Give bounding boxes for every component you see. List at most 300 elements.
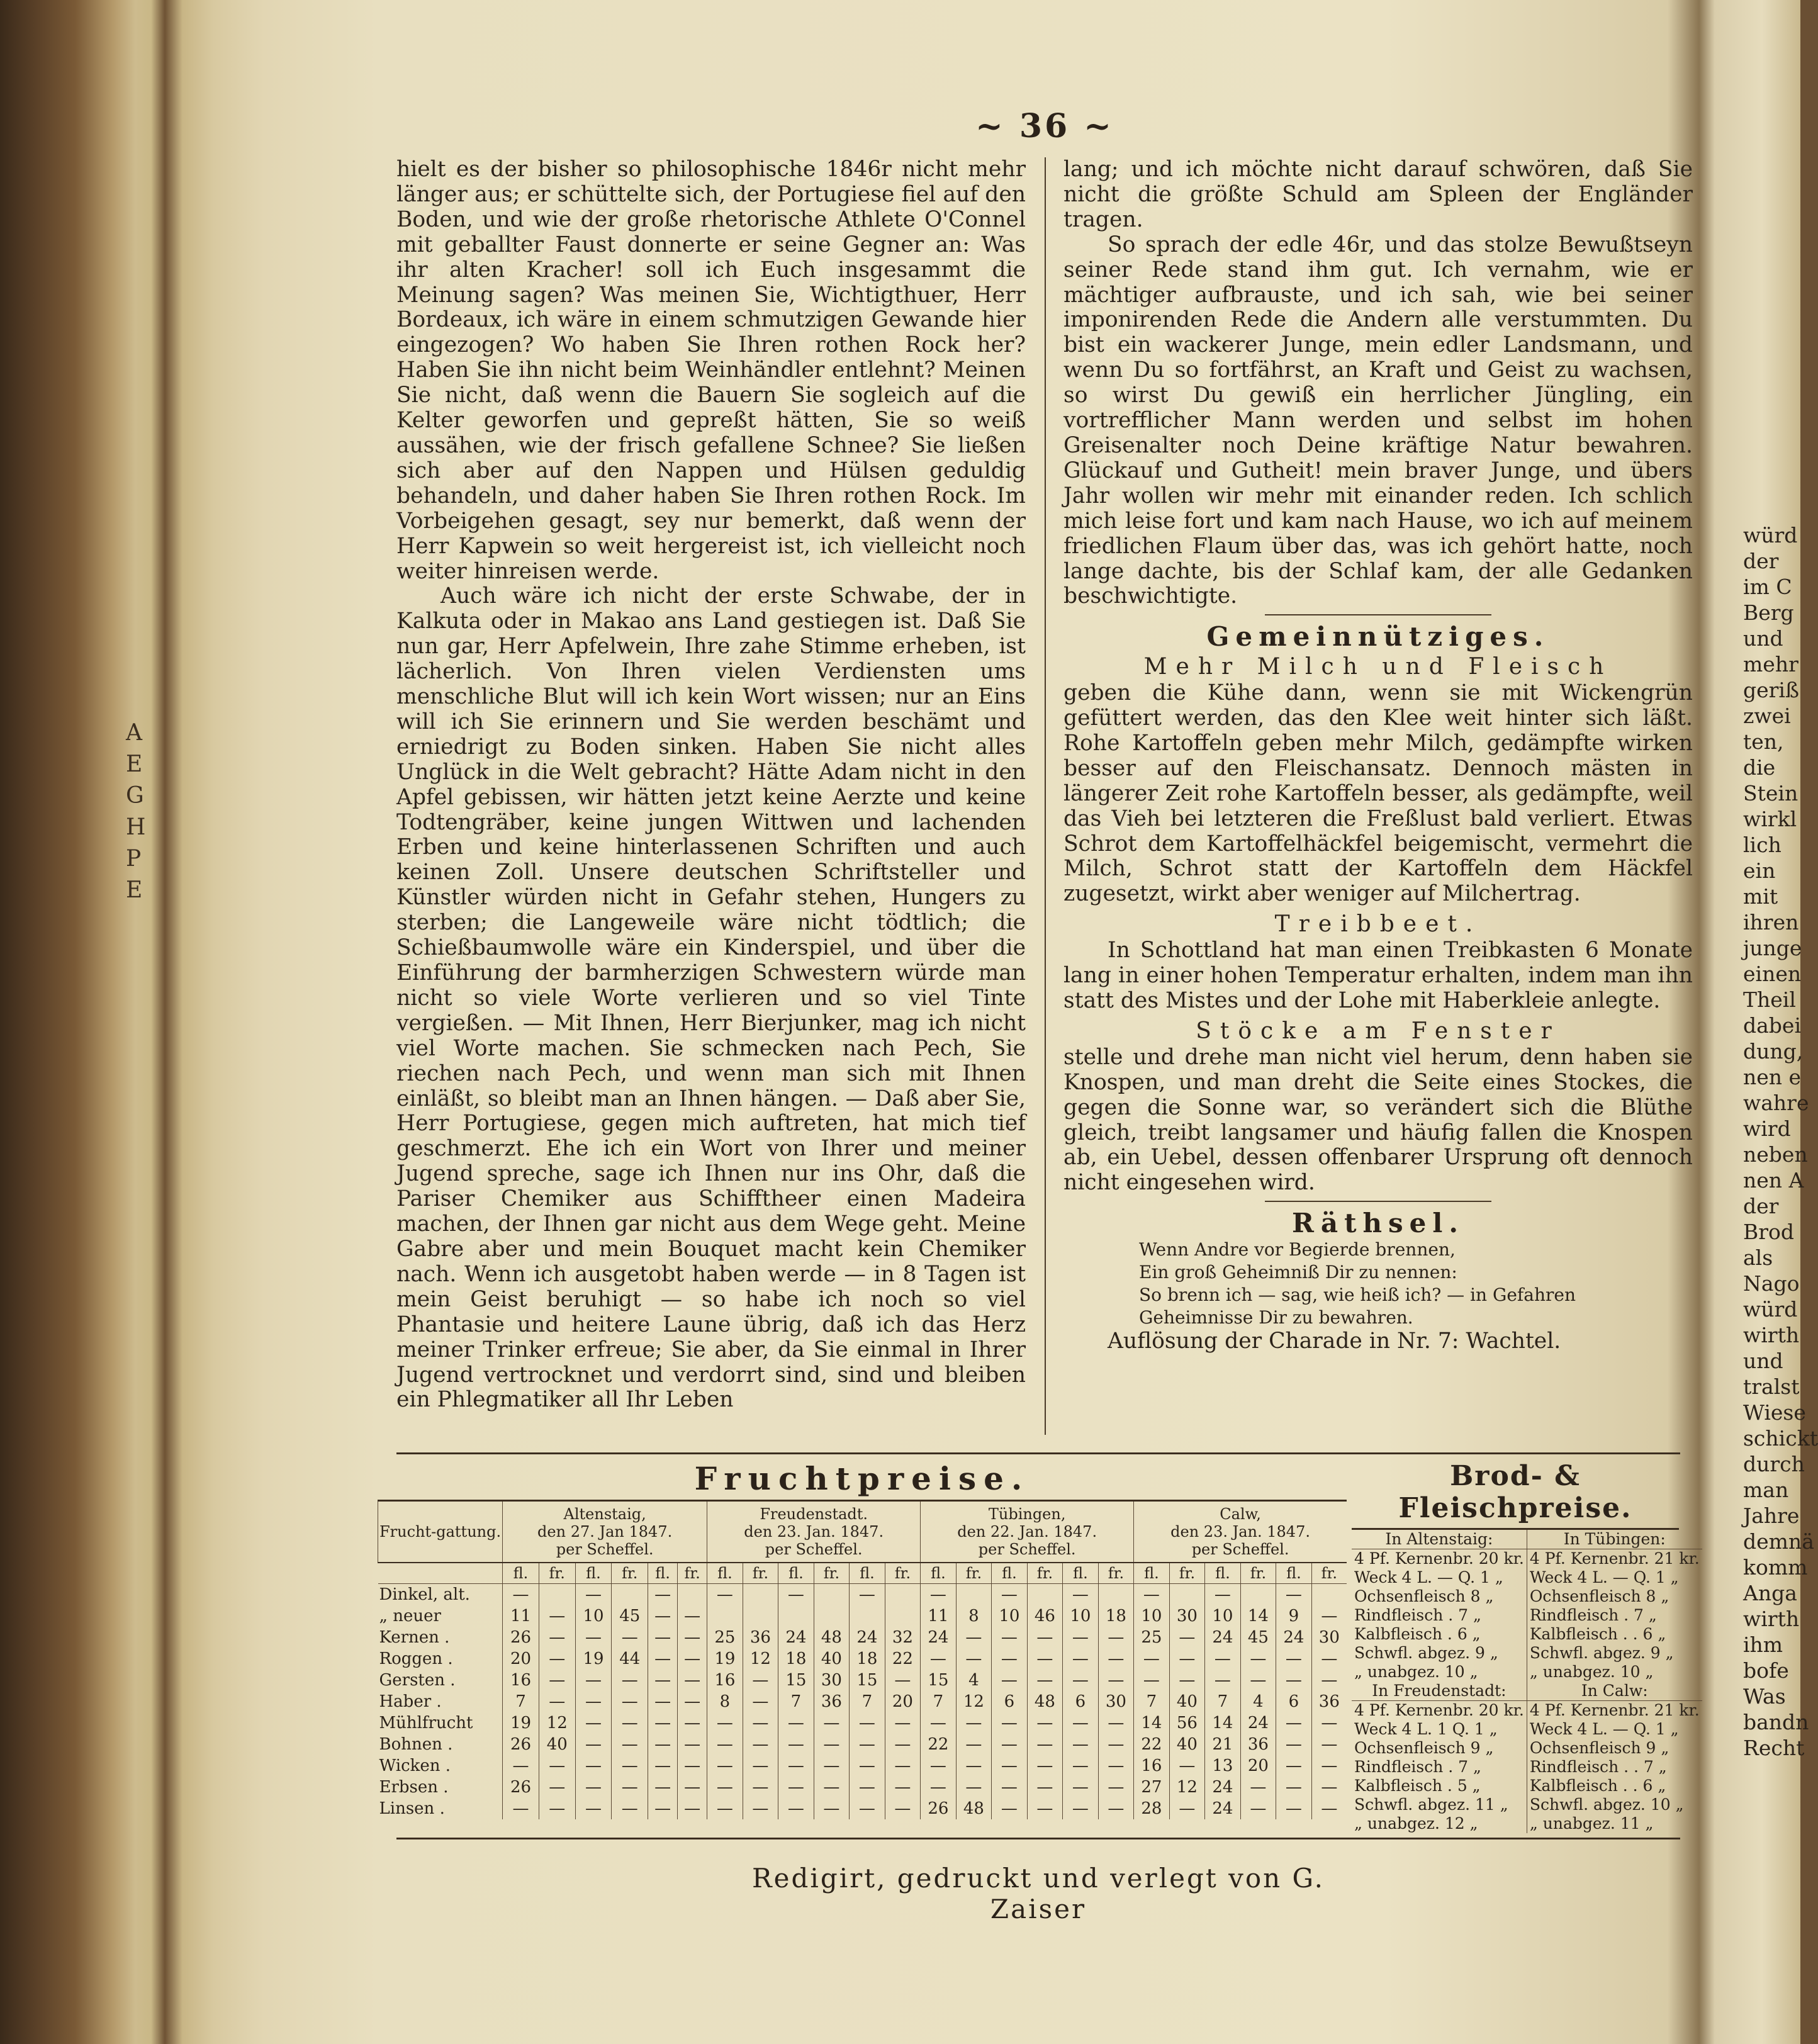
market-place-header: Tübingen, den 22. Jan. 1847. per Scheffel. bbox=[921, 1502, 1134, 1563]
price-cell: 19 bbox=[575, 1648, 612, 1670]
price-cell: — bbox=[1027, 1777, 1063, 1798]
price-cell: — bbox=[850, 1798, 885, 1819]
edge-fragment: Berg bbox=[1743, 600, 1794, 625]
price-cell bbox=[612, 1584, 648, 1606]
edge-fragment: Recht bbox=[1743, 1736, 1805, 1760]
unit-fl: fl. bbox=[921, 1563, 957, 1584]
edge-fragment: der bbox=[1743, 1194, 1779, 1218]
price-entry: Schwfl. abgez. 11 „ bbox=[1354, 1795, 1508, 1814]
price-cell: 4 bbox=[1240, 1691, 1276, 1712]
unit-kr: fr. bbox=[1240, 1563, 1276, 1584]
price-entry: Ochsenfleisch 9 „ bbox=[1527, 1739, 1702, 1758]
price-cell: 24 bbox=[1205, 1627, 1241, 1648]
price-cell: 46 bbox=[1027, 1605, 1063, 1627]
price-cell: — bbox=[612, 1734, 648, 1755]
subsection-heading: Mehr Milch und Fleisch bbox=[1143, 654, 1613, 680]
price-cell: — bbox=[992, 1648, 1028, 1670]
price-cell: 26 bbox=[503, 1777, 539, 1798]
price-cell: — bbox=[1027, 1798, 1063, 1819]
table-row bbox=[378, 1777, 1347, 1798]
price-cell: — bbox=[539, 1798, 575, 1819]
price-cell: — bbox=[678, 1712, 707, 1734]
price-cell: — bbox=[778, 1584, 814, 1606]
price-cell: — bbox=[885, 1734, 921, 1755]
edge-fragment: wirth bbox=[1743, 1607, 1800, 1631]
edge-fragment: mit bbox=[1743, 884, 1778, 909]
edge-fragment: neben bbox=[1743, 1142, 1808, 1167]
price-cell: — bbox=[1098, 1777, 1134, 1798]
fruit-name: Dinkel, alt. bbox=[379, 1585, 470, 1604]
price-cell: — bbox=[850, 1584, 885, 1606]
price-cell: 14 bbox=[1240, 1605, 1276, 1627]
printer-imprint: Redigirt, gedruckt und verlegt von G. Zaiser bbox=[752, 1863, 1325, 1924]
price-cell: — bbox=[956, 1777, 992, 1798]
paragraph: Auch wäre ich nicht der erste Schwabe, der in Kalkuta oder in Makao ans Land gestiegen ist. Daß Sie nun gar, Herr Apfelwein, Ihre zahe Stimme erheben, ist lächerlich. Von Ihren vielen Verdiensten ums menschliche Blut will ich kein Wort wissen; nur an Eins will ich Sie erinnern und Sie werden beschämt und erniedrigt zu Boden sinken. Haben Sie nicht alles Unglück in die Welt gebracht? Hätte Adam nicht in den Apfel gebissen, wir hätten jetzt keine Aerzte und keine Todtengräber, keine jungen Wittwen und lachenden Erben und keine hinterlassenen Schriften und auch keinen Zoll. Unsere deutschen Schriftsteller und Künstler würden nicht in Gefahr stehen, Hungers zu sterben; die Langeweile wäre nicht tödtlich; die Schießbaumwolle wäre ein Kinderspiel, und über die Einführung der barmherzigen Schwestern würde man nicht so viele Worte verlieren und so viel Tinte vergießen. — Mit Ihnen, Herr Bierjunker, mag ich nicht viel Worte machen. Sie schmecken nach Pech, Sie riechen nach Pech, und wenn man sich mit Ihnen einläßt, so bleibt man an Ihnen hängen. — Daß aber Sie, Herr Portugiese, gegen mich auftreten, hat mich tief geschmerzt. Ehe ich ein Wort von Ihrer und meiner Jugend spreche, sage ich Ihnen nur ins Ohr, daß die Pariser Chemiker aus Schifftheer einen Madeira machen, der Ihnen gar nicht aus dem Wege geht. Meine Gabre aber und mein Bouquet macht kein Chemiker nach. Wenn ich ausgetobt haben werde — in 8 Tagen ist mein Geist beruhigt — so habe ich noch so viel Phantasie und heitere Laune übrig, daß ich das Herz meiner Trinker erfreue; Sie aber, da Sie einmal in Ihrer Jugend vertrocknet und verdorrt sind, sind und bleiben ein Phlegmatiker all Ihr Leben bbox=[396, 583, 1026, 1413]
price-cell: — bbox=[1098, 1670, 1134, 1691]
price-cell: — bbox=[1134, 1670, 1170, 1691]
price-cell: 19 bbox=[503, 1712, 539, 1734]
price-cell: — bbox=[575, 1798, 612, 1819]
price-cell: — bbox=[1027, 1648, 1063, 1670]
price-cell: — bbox=[503, 1584, 539, 1606]
price-cell: — bbox=[1311, 1734, 1347, 1755]
edge-fragment: man bbox=[1743, 1478, 1789, 1502]
unit-fl: fl. bbox=[648, 1563, 678, 1584]
edge-fragment: Brod bbox=[1743, 1220, 1795, 1244]
price-cell: — bbox=[1205, 1648, 1241, 1670]
unit-fl: fl. bbox=[992, 1563, 1028, 1584]
price-cell: — bbox=[921, 1648, 957, 1670]
section-heading: Gemeinnütziges. bbox=[1206, 621, 1550, 653]
edge-fragment: bandn bbox=[1743, 1710, 1809, 1734]
price-cell: — bbox=[1098, 1712, 1134, 1734]
section-divider bbox=[1265, 1201, 1491, 1202]
price-cell: — bbox=[1169, 1798, 1205, 1819]
price-cell: 7 bbox=[778, 1691, 814, 1712]
market-place-header: Freudenstadt. den 23. Jan. 1847. per Scheffel. bbox=[707, 1502, 921, 1563]
price-cell bbox=[1311, 1584, 1347, 1606]
unit-kr: fr. bbox=[539, 1563, 575, 1584]
fruit-name: Kernen . bbox=[379, 1628, 450, 1647]
unit-fl: fl. bbox=[1276, 1563, 1312, 1584]
price-cell: 22 bbox=[921, 1734, 957, 1755]
edge-fragment: und bbox=[1743, 626, 1783, 651]
bread-meat-price-title: Brod- & Fleischpreise. bbox=[1352, 1460, 1679, 1530]
price-cell: — bbox=[778, 1755, 814, 1777]
price-cell: 30 bbox=[1311, 1627, 1347, 1648]
edge-fragment: würd bbox=[1743, 1297, 1798, 1322]
price-cell bbox=[1027, 1584, 1063, 1606]
price-cell: 4 bbox=[956, 1670, 992, 1691]
price-cell: 24 bbox=[1240, 1712, 1276, 1734]
price-cell: — bbox=[707, 1777, 743, 1798]
table-row bbox=[1352, 1701, 1702, 1721]
price-cell: 8 bbox=[707, 1691, 743, 1712]
table-row bbox=[378, 1734, 1347, 1755]
price-cell: 10 bbox=[1205, 1605, 1241, 1627]
price-cell: — bbox=[1063, 1798, 1099, 1819]
price-cell: — bbox=[1205, 1670, 1241, 1691]
table-row bbox=[1352, 1720, 1702, 1739]
price-cell bbox=[539, 1584, 575, 1606]
price-cell: 30 bbox=[1169, 1605, 1205, 1627]
price-cell: — bbox=[885, 1777, 921, 1798]
price-cell: — bbox=[1063, 1712, 1099, 1734]
price-cell bbox=[850, 1605, 885, 1627]
price-cell: — bbox=[1240, 1798, 1276, 1819]
price-cell bbox=[885, 1584, 921, 1606]
price-entry: Ochsenfleisch 8 „ bbox=[1354, 1587, 1494, 1605]
price-cell: — bbox=[575, 1755, 612, 1777]
subsection-heading: Treibbeet. bbox=[1274, 911, 1482, 938]
edge-fragment: bofe bbox=[1743, 1658, 1789, 1683]
price-cell: — bbox=[992, 1670, 1028, 1691]
price-cell: 40 bbox=[1169, 1734, 1205, 1755]
price-cell: — bbox=[921, 1755, 957, 1777]
table-row bbox=[1352, 1606, 1702, 1625]
city-header: In Altenstaig: bbox=[1352, 1530, 1527, 1549]
price-entry: 4 Pf. Kernenbr. 20 kr. bbox=[1354, 1701, 1524, 1719]
price-cell: — bbox=[992, 1755, 1028, 1777]
table-row bbox=[1352, 1568, 1702, 1587]
table-row bbox=[1352, 1625, 1702, 1644]
price-cell: 36 bbox=[1240, 1734, 1276, 1755]
price-cell: 48 bbox=[956, 1798, 992, 1819]
price-entry: Kalbfleisch . . 6 „ bbox=[1527, 1777, 1702, 1795]
table-row bbox=[1352, 1777, 1702, 1795]
price-cell: 7 bbox=[1205, 1691, 1241, 1712]
edge-fragment: demnä bbox=[1743, 1529, 1814, 1554]
price-cell: 24 bbox=[1205, 1798, 1241, 1819]
price-cell: — bbox=[814, 1777, 850, 1798]
price-cell: 15 bbox=[850, 1670, 885, 1691]
price-cell bbox=[814, 1605, 850, 1627]
price-cell: 12 bbox=[1169, 1777, 1205, 1798]
price-cell: 12 bbox=[743, 1648, 778, 1670]
price-cell: 16 bbox=[1134, 1755, 1170, 1777]
price-cell: 7 bbox=[1134, 1691, 1170, 1712]
price-cell: — bbox=[575, 1777, 612, 1798]
price-cell: — bbox=[1063, 1670, 1099, 1691]
price-entry: 4 Pf. Kernenbr. 21 kr. bbox=[1527, 1701, 1702, 1721]
price-cell: 7 bbox=[850, 1691, 885, 1712]
price-cell: — bbox=[1098, 1734, 1134, 1755]
price-cell: 16 bbox=[707, 1670, 743, 1691]
price-cell: — bbox=[1098, 1798, 1134, 1819]
price-cell: — bbox=[1098, 1648, 1134, 1670]
price-cell: — bbox=[612, 1627, 648, 1648]
price-cell: 6 bbox=[1063, 1691, 1099, 1712]
price-cell: — bbox=[678, 1777, 707, 1798]
price-cell: — bbox=[1027, 1755, 1063, 1777]
price-entry: Rindfleisch . 7 „ bbox=[1354, 1606, 1481, 1624]
price-entry: 4 Pf. Kernenbr. 20 kr. bbox=[1354, 1549, 1524, 1568]
grain-price-table bbox=[378, 1460, 1347, 1819]
unit-fl: fl. bbox=[1205, 1563, 1241, 1584]
table-row bbox=[1352, 1587, 1702, 1606]
price-cell: — bbox=[743, 1734, 778, 1755]
table-row bbox=[1352, 1549, 1702, 1569]
price-cell: — bbox=[814, 1798, 850, 1819]
price-cell: 15 bbox=[921, 1670, 957, 1691]
column-divider bbox=[1045, 157, 1046, 1435]
price-cell: — bbox=[778, 1798, 814, 1819]
price-entry: Rindfleisch . 7 „ bbox=[1354, 1758, 1481, 1776]
price-entry: „ unabgez. 11 „ bbox=[1527, 1814, 1702, 1833]
price-cell: 18 bbox=[778, 1648, 814, 1670]
table-row bbox=[1352, 1644, 1702, 1663]
price-cell: — bbox=[648, 1755, 678, 1777]
price-entry: Kalbfleisch . 6 „ bbox=[1354, 1625, 1481, 1643]
price-cell: 14 bbox=[1134, 1712, 1170, 1734]
price-entry: Schwfl. abgez. 9 „ bbox=[1354, 1644, 1498, 1662]
article-column-right bbox=[1063, 157, 1693, 1354]
price-cell: — bbox=[539, 1670, 575, 1691]
price-cell: — bbox=[575, 1584, 612, 1606]
price-cell: — bbox=[648, 1734, 678, 1755]
table-row bbox=[378, 1648, 1347, 1670]
price-cell: — bbox=[1311, 1712, 1347, 1734]
price-cell: — bbox=[921, 1777, 957, 1798]
riddle-line: Ein groß Geheimniß Dir zu nennen: bbox=[1139, 1262, 1457, 1283]
edge-fragment: ein bbox=[1743, 858, 1776, 883]
unit-kr: fr. bbox=[885, 1563, 921, 1584]
edge-fragment: ten, bbox=[1743, 729, 1784, 754]
price-cell: — bbox=[850, 1734, 885, 1755]
price-cell: — bbox=[743, 1712, 778, 1734]
price-cell: 10 bbox=[575, 1605, 612, 1627]
edge-fragment: wirth bbox=[1743, 1323, 1800, 1347]
price-cell: — bbox=[648, 1712, 678, 1734]
price-cell: — bbox=[814, 1755, 850, 1777]
price-cell: — bbox=[956, 1712, 992, 1734]
table-row bbox=[378, 1627, 1347, 1648]
price-cell bbox=[1169, 1584, 1205, 1606]
price-cell: 12 bbox=[539, 1712, 575, 1734]
price-cell: — bbox=[885, 1670, 921, 1691]
price-cell: 28 bbox=[1134, 1798, 1170, 1819]
edge-fragment: Nago bbox=[1743, 1271, 1800, 1296]
price-cell: — bbox=[885, 1798, 921, 1819]
price-entry: Ochsenfleisch 8 „ bbox=[1527, 1587, 1702, 1606]
price-cell: — bbox=[921, 1712, 957, 1734]
price-entry: „ unabgez. 12 „ bbox=[1354, 1814, 1478, 1833]
price-cell: 13 bbox=[1205, 1755, 1241, 1777]
section-divider bbox=[1265, 614, 1491, 615]
unit-kr: fr. bbox=[1311, 1563, 1347, 1584]
price-cell: — bbox=[956, 1627, 992, 1648]
price-cell: — bbox=[1311, 1605, 1347, 1627]
table-row bbox=[378, 1798, 1347, 1819]
price-cell: 24 bbox=[1276, 1627, 1312, 1648]
price-cell: — bbox=[1063, 1648, 1099, 1670]
price-cell: 6 bbox=[992, 1691, 1028, 1712]
city-header: In Freudenstadt: bbox=[1352, 1682, 1527, 1701]
edge-fragment: zwei bbox=[1743, 704, 1791, 728]
price-cell: — bbox=[743, 1691, 778, 1712]
price-cell bbox=[814, 1584, 850, 1606]
price-entry: „ unabgez. 10 „ bbox=[1527, 1663, 1702, 1682]
price-cell: 48 bbox=[1027, 1691, 1063, 1712]
fruit-name: Linsen . bbox=[379, 1799, 445, 1818]
price-cell: — bbox=[1027, 1627, 1063, 1648]
edge-fragment: im C bbox=[1743, 575, 1792, 599]
price-cell: — bbox=[992, 1777, 1028, 1798]
table-row bbox=[378, 1670, 1347, 1691]
edge-fragment: ihren bbox=[1743, 910, 1799, 935]
price-cell: — bbox=[743, 1755, 778, 1777]
price-cell: — bbox=[992, 1627, 1028, 1648]
unit-kr: fr. bbox=[1098, 1563, 1134, 1584]
riddle-line: Wenn Andre vor Begierde brennen, bbox=[1139, 1239, 1456, 1261]
price-cell: — bbox=[539, 1755, 575, 1777]
price-cell: 26 bbox=[503, 1734, 539, 1755]
table-row bbox=[1352, 1795, 1702, 1814]
paragraph: lang; und ich möchte nicht darauf schwören, daß Sie nicht die größte Schuld am Spleen der Engländer tragen. bbox=[1063, 157, 1693, 232]
paragraph: hielt es der bisher so philosophische 1846r nicht mehr länger aus; er schüttelte sich, der Portugiese fiel auf den Boden, und wie der große rhetorische Athlete O'Connel mit geballter Faust donnerte er seine Gegner an: Was ihr alten Kracher! soll ich Euch insgesammt die Meinung sagen? Was meinen Sie, Wichtigthuer, Herr Bordeaux, ich wäre in einem schmutzigen Gewande hier eingezogen? Wo haben Sie Ihren rothen Rock her? Haben Sie ihn nicht beim Weinhändler entlehnt? Meinen Sie nicht, daß wenn die Bauern Sie sogleich auf die Kelter geworfen und gepreßt hätten, Sie so weiß aussähen, wie der frisch gefallene Schnee? Sie ließen sich aber auf den Nappen und Hülsen geduldig behandeln, und daher haben Sie Ihren rothen Rock. Im Vorbeigehen gesagt, sey nur bemerkt, daß wenn der Herr Kapwein so weit hergereist ist, ich vielleicht noch weiter hinreisen werde. bbox=[396, 157, 1026, 584]
edge-fragment: nen A bbox=[1743, 1168, 1804, 1193]
edge-fragment: ihm bbox=[1743, 1632, 1783, 1657]
price-entry: Kalbfleisch . 5 „ bbox=[1354, 1777, 1481, 1795]
unit-kr: fr. bbox=[1027, 1563, 1063, 1584]
price-cell: — bbox=[778, 1712, 814, 1734]
price-cell: 27 bbox=[1134, 1777, 1170, 1798]
price-cell: — bbox=[503, 1755, 539, 1777]
price-cell bbox=[1240, 1584, 1276, 1606]
fruit-name: Erbsen . bbox=[379, 1778, 449, 1797]
price-cell: — bbox=[678, 1798, 707, 1819]
price-cell: — bbox=[1027, 1712, 1063, 1734]
price-cell: — bbox=[1063, 1627, 1099, 1648]
price-cell: 10 bbox=[1063, 1605, 1099, 1627]
price-cell: — bbox=[575, 1627, 612, 1648]
left-margin-letters: A E G H P E bbox=[126, 720, 146, 903]
riddle-line: So brenn ich — sag, wie heiß ich? — in Gefahren bbox=[1139, 1284, 1576, 1306]
unit-kr: fr. bbox=[612, 1563, 648, 1584]
price-cell: 36 bbox=[743, 1627, 778, 1648]
price-cell: 7 bbox=[503, 1691, 539, 1712]
price-cell: — bbox=[850, 1755, 885, 1777]
price-cell: 24 bbox=[850, 1627, 885, 1648]
price-cell: — bbox=[1169, 1670, 1205, 1691]
riddle-title: Räthsel. bbox=[1292, 1208, 1464, 1239]
edge-fragment: durch bbox=[1743, 1452, 1805, 1476]
price-cell: — bbox=[1169, 1627, 1205, 1648]
edge-fragment: Wiese bbox=[1743, 1400, 1806, 1425]
paragraph: So sprach der edle 46r, und das stolze Bewußtseyn seiner Rede stand ihm gut. Ich vernahm, wie er mächtiger aufbrauste, und ich sah, wie bei seiner imponirenden Rede die Andern alle verstummten. Du bist ein wackerer Junge, mein edler Landsmann, und wenn Du so fortfährst, an Kraft und Geist zu wachsen, so wirst Du gewiß ein herrlicher Jüngling, ein vortrefflicher Mann werden und selbst im hohen Greisenalter noch Deine kräftige Natur bewahren. Glückauf und Gutheit! mein braver Junge, und übers Jahr wollen wir mehr mit einander reden. Ich schlich mich leise fort und kam nach Hause, wo ich auf meinem friedlichen Flaum über das, was ich gehört hatte, noch lange dachte, bis der Schlaf kam, der alle Gedanken beschwichtigte. bbox=[1063, 232, 1693, 609]
price-cell: — bbox=[1311, 1648, 1347, 1670]
price-entry: Ochsenfleisch 9 „ bbox=[1354, 1739, 1494, 1757]
price-cell: — bbox=[707, 1798, 743, 1819]
price-entry: Weck 4 L. — Q. 1 „ bbox=[1527, 1720, 1702, 1739]
market-place-header: Calw, den 23. Jan. 1847. per Scheffel. bbox=[1134, 1502, 1347, 1563]
paragraph: geben die Kühe dann, wenn sie mit Wickengrün gefüttert werden, das den Klee weit hinter sich läßt. Rohe Kartoffeln geben mehr Milch, gedämpfte wirken besser auf den Fleischansatz. Dennoch mästen in längerer Zeit rohe Kartoffeln besser, als gedämpfte, weil das Vieh bei letzteren die Freßlust bald verliert. Etwas Schrot dem Kartoffelhäckfel beigemischt, vermehrt die Milch, Schrot statt der Kartoffeln dem Häckfel zugesetzt, wirkt aber weniger auf Milchertrag. bbox=[1063, 680, 1693, 907]
price-cell bbox=[885, 1605, 921, 1627]
price-entry: Weck 4 L. — Q. 1 „ bbox=[1354, 1568, 1503, 1586]
price-cell: — bbox=[814, 1712, 850, 1734]
price-cell: — bbox=[612, 1777, 648, 1798]
price-cell: 36 bbox=[1311, 1691, 1347, 1712]
price-cell: — bbox=[539, 1605, 575, 1627]
price-cell: — bbox=[1311, 1798, 1347, 1819]
price-cell: — bbox=[956, 1755, 992, 1777]
riddle-solution: Auflösung der Charade in Nr. 7: Wachtel. bbox=[1108, 1328, 1561, 1354]
city-header: In Tübingen: bbox=[1527, 1530, 1702, 1549]
price-cell: — bbox=[1027, 1734, 1063, 1755]
price-cell: 10 bbox=[992, 1605, 1028, 1627]
price-cell: — bbox=[992, 1712, 1028, 1734]
price-cell bbox=[707, 1605, 743, 1627]
edge-fragment: Was bbox=[1743, 1684, 1786, 1709]
table-row bbox=[1352, 1530, 1702, 1549]
price-cell: 45 bbox=[612, 1605, 648, 1627]
unit-kr: fr. bbox=[743, 1563, 778, 1584]
next-page-edge-text bbox=[1743, 522, 1818, 1761]
market-place-header: Altenstaig, den 27. Jan 1847. per Scheffel. bbox=[503, 1502, 707, 1563]
price-entry: Schwfl. abgez. 10 „ bbox=[1527, 1795, 1702, 1814]
price-cell: 22 bbox=[1134, 1734, 1170, 1755]
edge-fragment: nen e bbox=[1743, 1065, 1802, 1089]
price-cell: — bbox=[575, 1670, 612, 1691]
table-row bbox=[1352, 1758, 1702, 1777]
price-cell: 25 bbox=[1134, 1627, 1170, 1648]
price-cell: — bbox=[1276, 1777, 1312, 1798]
price-cell: — bbox=[956, 1648, 992, 1670]
price-cell: — bbox=[1063, 1755, 1099, 1777]
price-cell: — bbox=[575, 1734, 612, 1755]
price-cell: 21 bbox=[1205, 1734, 1241, 1755]
price-cell: 32 bbox=[885, 1627, 921, 1648]
unit-fl: fl. bbox=[850, 1563, 885, 1584]
price-cell: — bbox=[1276, 1734, 1312, 1755]
edge-fragment: Stein bbox=[1743, 781, 1798, 806]
bread-meat-price-table bbox=[1352, 1460, 1700, 1833]
price-cell: — bbox=[1276, 1584, 1312, 1606]
price-cell: — bbox=[992, 1734, 1028, 1755]
price-cell: 18 bbox=[850, 1648, 885, 1670]
price-cell: 45 bbox=[1240, 1627, 1276, 1648]
price-cell: 15 bbox=[778, 1670, 814, 1691]
price-cell: 11 bbox=[921, 1605, 957, 1627]
edge-fragment: als bbox=[1743, 1245, 1773, 1270]
price-entry: Weck 4 L. 1 Q. 1 „ bbox=[1354, 1720, 1498, 1738]
price-cell: 14 bbox=[1205, 1712, 1241, 1734]
fruit-name: Wicken . bbox=[379, 1756, 451, 1775]
price-cell: — bbox=[1240, 1670, 1276, 1691]
price-cell: — bbox=[648, 1777, 678, 1798]
price-cell: — bbox=[539, 1627, 575, 1648]
price-cell: — bbox=[678, 1605, 707, 1627]
price-cell bbox=[956, 1584, 992, 1606]
edge-fragment: und bbox=[1743, 1349, 1783, 1373]
fruit-name: Gersten . bbox=[379, 1671, 456, 1690]
price-cell: — bbox=[1311, 1670, 1347, 1691]
price-cell: — bbox=[956, 1734, 992, 1755]
price-cell: — bbox=[575, 1691, 612, 1712]
price-cell: — bbox=[1027, 1670, 1063, 1691]
price-cell: 20 bbox=[885, 1691, 921, 1712]
price-cell: 8 bbox=[956, 1605, 992, 1627]
fruit-name: Haber . bbox=[379, 1692, 442, 1711]
price-cell bbox=[678, 1584, 707, 1606]
price-cell: 26 bbox=[503, 1627, 539, 1648]
price-cell: — bbox=[612, 1670, 648, 1691]
edge-fragment: komm bbox=[1743, 1555, 1808, 1580]
edge-fragment: würd bbox=[1743, 523, 1798, 548]
price-cell: 16 bbox=[503, 1670, 539, 1691]
price-cell bbox=[743, 1605, 778, 1627]
price-entry: Weck 4 L. — Q. 1 „ bbox=[1527, 1568, 1702, 1587]
